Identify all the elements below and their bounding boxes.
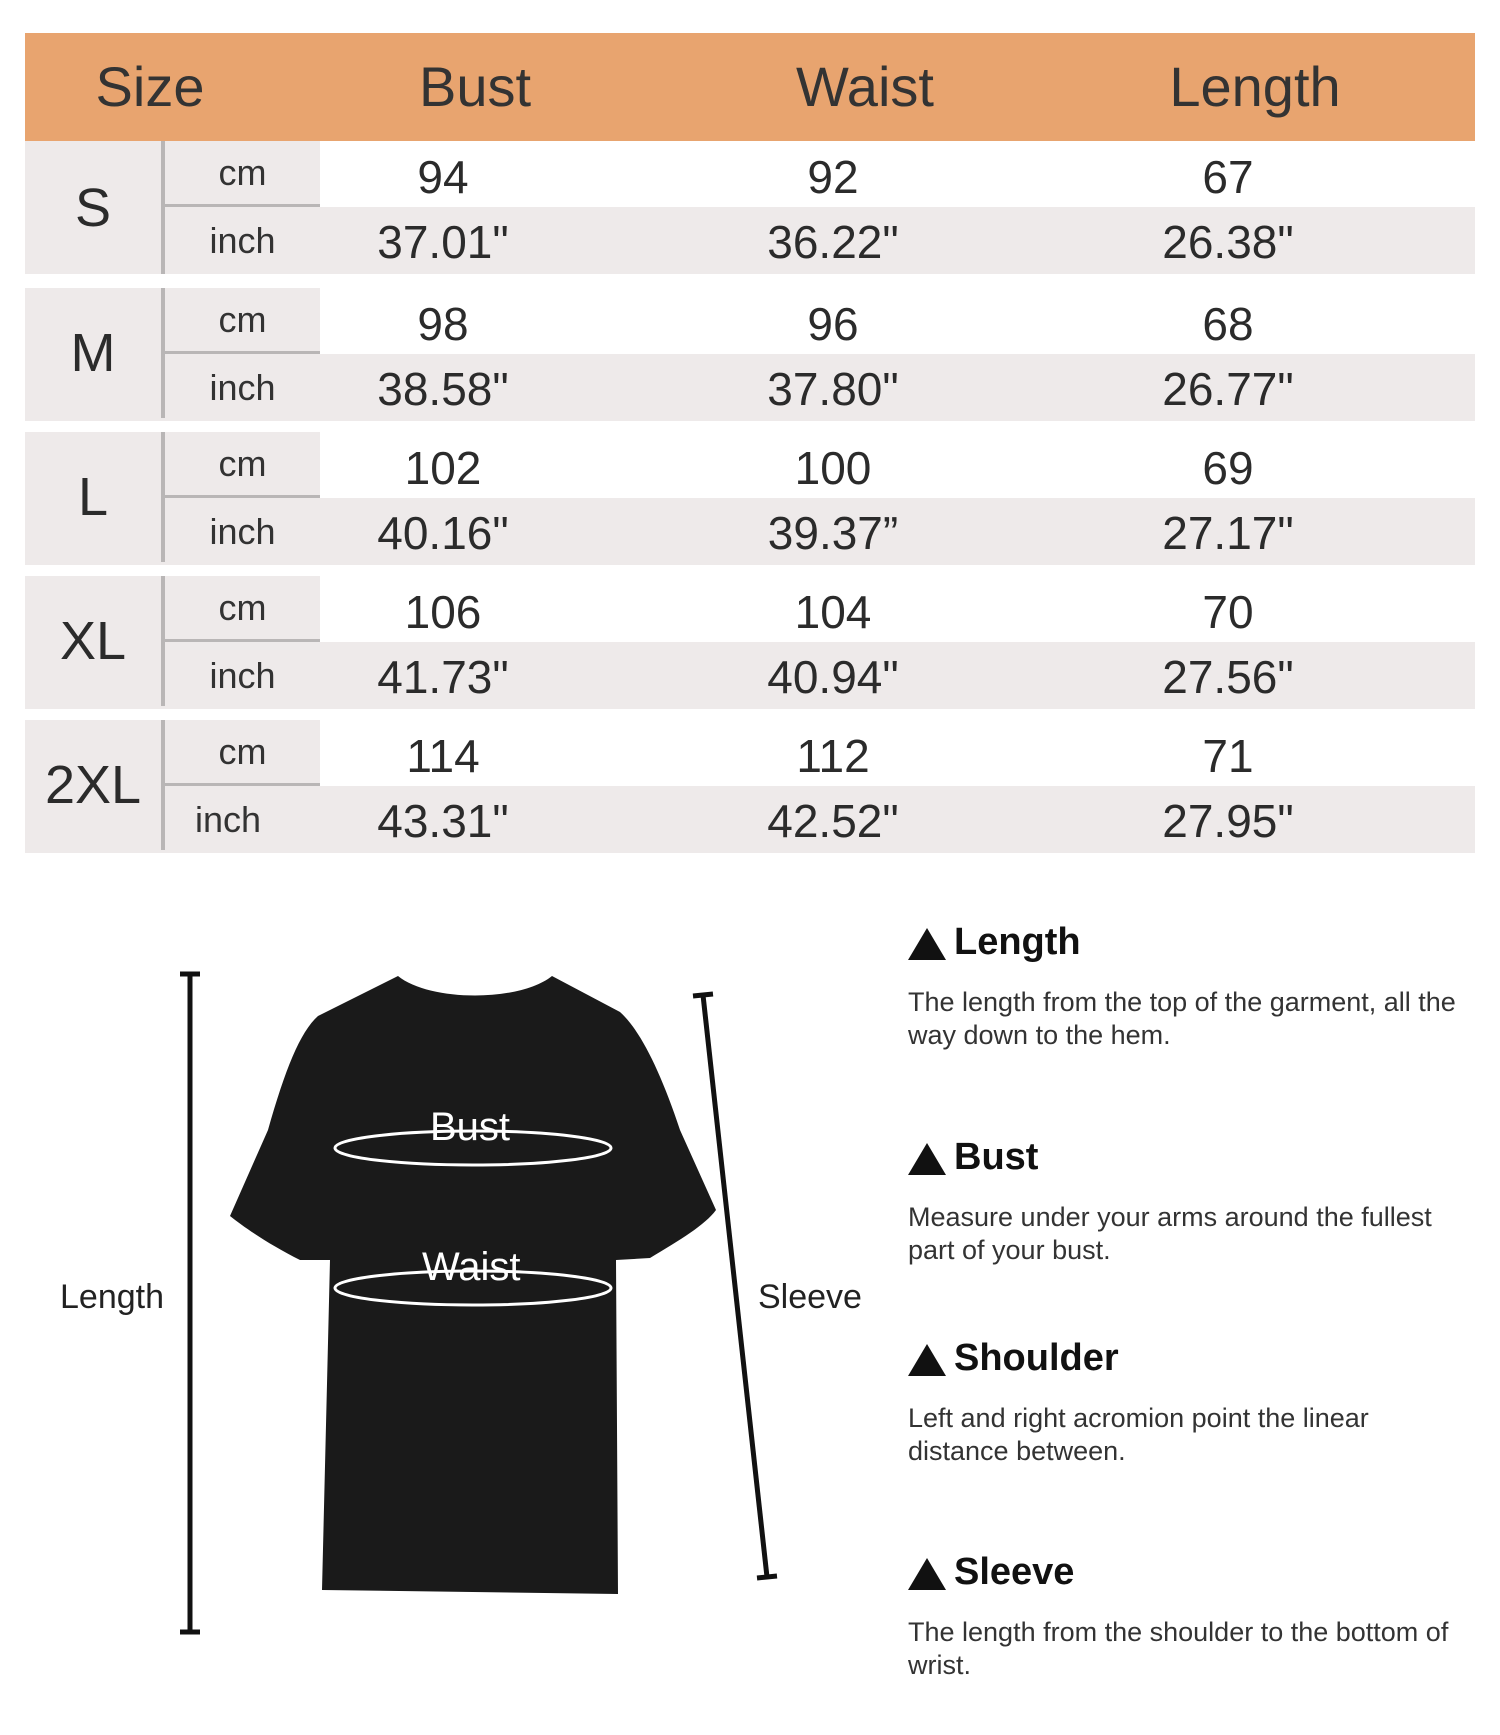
cell-value: 42.52" — [767, 795, 899, 847]
guide-title: Length — [954, 921, 1081, 963]
cell-value: 102 — [404, 442, 482, 494]
cell-value: 71 — [1202, 730, 1254, 782]
cell-value: 67 — [1202, 151, 1254, 203]
guide-description: Measure under your arms around the fullest part of your bust. — [908, 1202, 1432, 1265]
guide-description: The length from the shoulder to the bottom of wrist. — [908, 1617, 1449, 1680]
unit-label: inch — [165, 207, 320, 274]
cell-value: 98 — [417, 298, 469, 350]
triangle-icon — [908, 928, 946, 960]
size-group-2xl — [25, 720, 1475, 850]
cell-value: 26.77" — [1162, 363, 1294, 415]
cell-value: 40.94" — [767, 651, 899, 703]
cell-value: 69 — [1202, 442, 1254, 494]
length-measure-line — [180, 974, 200, 1632]
header-length: Length — [1169, 55, 1341, 118]
unit-label: cm — [165, 576, 320, 643]
size-chart-table — [25, 33, 1475, 850]
unit-label: cm — [165, 432, 320, 499]
unit-label: inch — [165, 642, 320, 709]
guide-title: Shoulder — [954, 1337, 1119, 1379]
cell-value: 112 — [796, 730, 870, 782]
cell-value: 36.22" — [767, 216, 899, 268]
guide-item-sleeve — [908, 1550, 1468, 1682]
sleeve-label: Sleeve — [758, 1278, 862, 1316]
header-bust: Bust — [418, 55, 532, 118]
cell-value: 27.56" — [1162, 651, 1294, 703]
cell-value: 40.16" — [377, 507, 509, 559]
unit-label: cm — [165, 720, 320, 787]
cell-value: 43.31" — [377, 795, 509, 847]
cell-value: 114 — [406, 730, 480, 782]
cell-value: 27.17" — [1162, 507, 1294, 559]
cell-value: 26.38" — [1162, 216, 1294, 268]
guide-item-shoulder — [908, 1336, 1468, 1468]
guide-title: Bust — [954, 1136, 1039, 1178]
tshirt-measurement-diagram — [0, 940, 880, 1660]
cell-value: 96 — [807, 298, 859, 350]
length-label: Length — [60, 1278, 164, 1316]
unit-label: inch — [165, 498, 320, 565]
size-group-l — [25, 432, 1475, 562]
cell-value: 39.37” — [767, 507, 899, 559]
size-group-s — [25, 141, 1475, 274]
cell-value: 70 — [1202, 586, 1254, 638]
triangle-icon — [908, 1558, 946, 1590]
guide-item-length — [908, 920, 1468, 1052]
cell-value: 106 — [404, 586, 482, 638]
unit-label: cm — [165, 288, 320, 355]
cell-value: 37.80" — [767, 363, 899, 415]
triangle-icon — [908, 1143, 946, 1175]
unit-label: inch — [165, 786, 320, 853]
header-size: Size — [95, 55, 205, 118]
size-group-m — [25, 288, 1475, 418]
size-label: S — [25, 141, 161, 274]
bust-label: Bust — [430, 1105, 511, 1149]
guide-description: The length from the top of the garment, all the way down to the hem. — [908, 987, 1456, 1050]
cell-value: 104 — [794, 586, 872, 638]
size-label: 2XL — [25, 720, 161, 850]
table-header — [25, 33, 1475, 141]
cell-value: 94 — [417, 151, 469, 203]
unit-label: inch — [165, 354, 320, 421]
guide-title: Sleeve — [954, 1551, 1075, 1593]
cell-value: 41.73" — [377, 651, 509, 703]
size-group-xl — [25, 576, 1475, 706]
header-waist: Waist — [796, 55, 934, 118]
cell-value: 100 — [794, 442, 872, 494]
triangle-icon — [908, 1344, 946, 1376]
size-label: XL — [25, 576, 161, 706]
cell-value: 68 — [1202, 298, 1254, 350]
unit-label: cm — [165, 141, 320, 208]
size-label: M — [25, 288, 161, 418]
waist-label: Waist — [422, 1245, 521, 1289]
size-label: L — [25, 432, 161, 562]
guide-description: Left and right acromion point the linear distance between. — [908, 1403, 1369, 1466]
cell-value: 27.95" — [1162, 795, 1294, 847]
cell-value: 92 — [807, 151, 859, 203]
guide-item-bust — [908, 1135, 1468, 1267]
cell-value: 37.01" — [377, 216, 509, 268]
cell-value: 38.58" — [377, 363, 509, 415]
